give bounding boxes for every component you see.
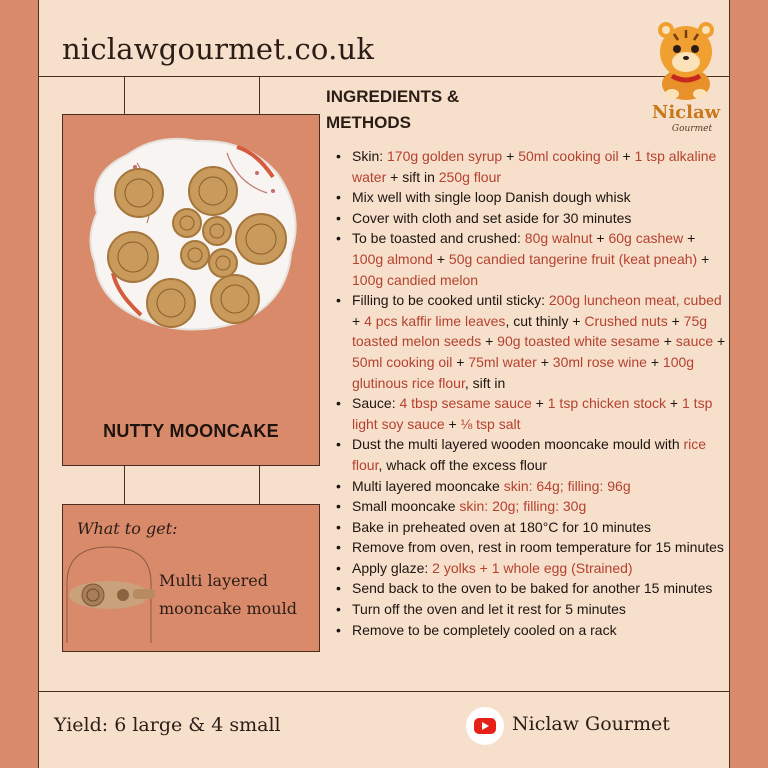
method-step	[330, 476, 730, 497]
method-step	[330, 578, 730, 599]
ingredient-highlight: 250g flour	[438, 168, 502, 185]
method-text: +	[432, 250, 449, 267]
ingredient-highlight: ⅛ tsp salt	[460, 415, 521, 432]
frame-line	[38, 0, 39, 768]
method-step	[330, 620, 730, 641]
frame-line	[124, 76, 125, 114]
method-text: +	[444, 415, 461, 432]
method-text: +	[713, 333, 726, 350]
what-to-get-panel	[62, 504, 320, 652]
method-step	[330, 599, 730, 620]
method-text: Sauce:	[352, 395, 400, 412]
logo-sub-text: Gourmet	[671, 124, 713, 134]
ingredient-highlight: 1 tsp chicken stock	[547, 395, 667, 412]
method-text: +	[666, 395, 682, 412]
ingredient-highlight: skin: 20g; filling: 30g	[459, 498, 587, 515]
method-text: +	[592, 230, 609, 247]
method-text: + sift in	[386, 168, 439, 185]
youtube-channel-name[interactable]: Niclaw Gourmet	[512, 713, 670, 735]
method-text: Small mooncake	[352, 498, 460, 515]
ingredient-highlight: 4 tbsp sesame sauce	[399, 395, 532, 412]
logo-brand-text: Niclaw	[651, 102, 721, 123]
ingredient-highlight: Crushed nuts	[584, 312, 668, 329]
method-step	[330, 434, 730, 475]
method-text: +	[659, 333, 676, 350]
method-text: +	[481, 333, 498, 350]
method-step	[330, 228, 730, 290]
method-text: Dust the multi layered wooden mooncake mould with	[352, 436, 684, 453]
ingredient-highlight: 200g luncheon meat, cubed	[548, 292, 722, 309]
method-text: Send back to the oven to be baked for another 15 minutes	[352, 580, 713, 597]
wooden-mould-image	[63, 543, 155, 643]
dish-title: NUTTY MOONCAKE	[103, 421, 279, 441]
method-text: +	[667, 312, 684, 329]
frame-line	[38, 76, 730, 77]
ingredient-highlight: 2 yolks + 1 whole egg (Strained)	[432, 559, 633, 576]
method-text: +	[502, 148, 519, 164]
ingredient-highlight: 50ml cooking oil	[518, 148, 619, 164]
mould-item-name[interactable]: Multi layered mooncake mould	[159, 571, 297, 618]
frame-line	[124, 466, 125, 504]
method-step	[330, 558, 730, 579]
method-text: , whack off the excess flour	[378, 456, 548, 473]
method-step	[330, 290, 730, 393]
method-text: Mix well with single loop Danish dough whisk	[352, 189, 631, 206]
ingredient-highlight: 30ml rose wine	[552, 353, 647, 370]
method-text: +	[536, 353, 553, 370]
method-text: +	[697, 250, 710, 267]
method-text: +	[683, 230, 696, 247]
ingredient-highlight: 75g toasted melon seeds	[352, 312, 708, 350]
tiger-mascot-icon	[638, 14, 734, 104]
method-text: Skin:	[352, 148, 388, 164]
method-text: To be toasted and crushed:	[352, 230, 525, 247]
frame-line	[259, 76, 260, 114]
ingredient-highlight: 100g almond	[352, 250, 433, 267]
method-text: +	[646, 353, 663, 370]
method-text: , cut thinly +	[505, 312, 585, 329]
method-text: Filling to be cooked until sticky:	[352, 292, 549, 309]
ingredient-highlight: 80g walnut	[524, 230, 593, 247]
ingredient-highlight: skin: 64g; filling: 96g	[503, 477, 631, 494]
dish-photo-panel	[62, 114, 320, 466]
ingredient-highlight: 100g candied melon	[352, 271, 479, 288]
method-text: +	[531, 395, 548, 412]
method-step	[330, 537, 730, 558]
ingredient-highlight: 170g golden syrup	[387, 148, 503, 164]
method-text: Cover with cloth and set aside for 30 minutes	[352, 209, 632, 226]
ingredients-methods-heading: INGREDIENTS & METHODS	[326, 87, 460, 132]
method-text: Remove from oven, rest in room temperature for 15 minutes	[352, 539, 724, 556]
method-step	[330, 496, 730, 517]
ingredient-highlight: 60g cashew	[608, 230, 684, 247]
ingredient-highlight: 1 tsp light soy sauce	[352, 395, 713, 432]
ingredient-highlight: 50g candied tangerine fruit (keat pneah)	[448, 250, 698, 267]
what-to-get-label: What to get:	[77, 519, 178, 538]
ingredient-highlight: 100g glutinous rice flour	[352, 353, 695, 391]
method-text: , sift in	[464, 374, 506, 391]
method-step	[330, 187, 730, 208]
method-text: Multi layered mooncake	[352, 477, 504, 494]
method-step	[330, 393, 730, 434]
method-text: Turn off the oven and let it rest for 5 minutes	[352, 601, 626, 618]
yield-text: Yield: 6 large & 4 small	[54, 714, 281, 736]
ingredient-highlight: rice flour	[352, 436, 707, 473]
ingredient-highlight: 4 pcs kaffir lime leaves	[364, 312, 506, 329]
method-text: +	[352, 312, 365, 329]
method-text: Remove to be completely cooled on a rack	[352, 621, 617, 638]
ingredient-highlight: 1 tsp alkaline water	[352, 148, 717, 185]
frame-line	[38, 691, 730, 692]
method-text: Bake in preheated oven at 180°C for 10 minutes	[352, 518, 652, 535]
ingredient-highlight: sauce	[675, 333, 714, 350]
method-step	[330, 208, 730, 229]
site-title[interactable]: niclawgourmet.co.uk	[62, 32, 375, 66]
method-text: +	[452, 353, 469, 370]
method-list	[330, 146, 730, 640]
method-step	[330, 146, 730, 187]
frame-line	[259, 466, 260, 504]
method-text: Apply glaze:	[352, 559, 433, 576]
ingredient-highlight: 50ml cooking oil	[352, 353, 453, 370]
method-step	[330, 517, 730, 538]
ingredient-highlight: 90g toasted white sesame	[497, 333, 660, 350]
mooncake-plate-image	[77, 133, 307, 333]
ingredient-highlight: 75ml water	[468, 353, 537, 370]
brand-logo[interactable]	[638, 14, 734, 142]
method-text: +	[618, 148, 635, 164]
youtube-icon[interactable]	[466, 707, 504, 745]
